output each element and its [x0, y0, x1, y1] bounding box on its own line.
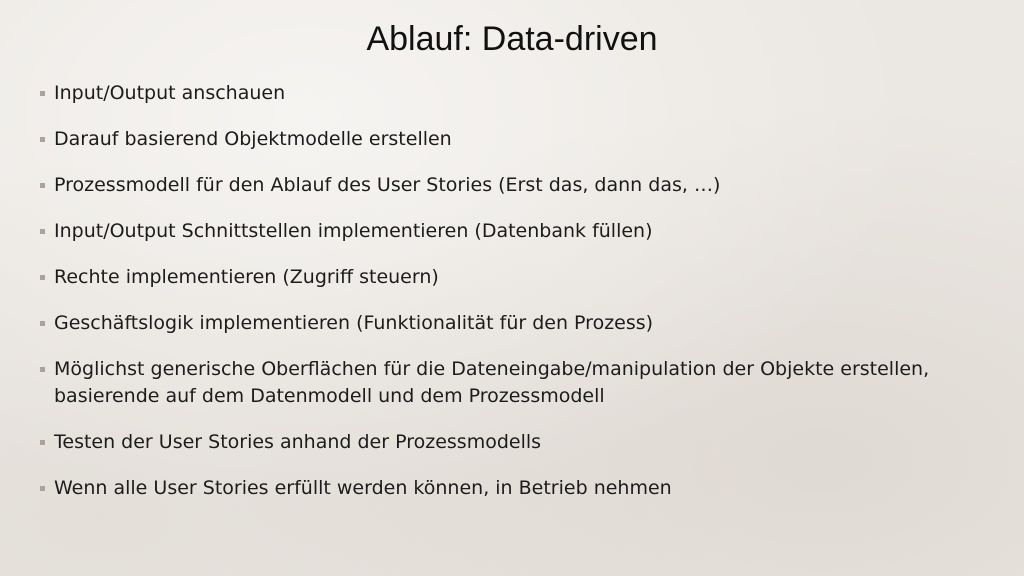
square-bullet-icon [40, 321, 45, 326]
square-bullet-icon [40, 440, 45, 445]
bullet-text: Prozessmodell für den Ablauf des User Stories (Erst das, dann das, …) [54, 174, 721, 196]
bullet-item [40, 172, 980, 199]
square-bullet-icon [40, 137, 45, 142]
bullet-item [40, 218, 980, 245]
bullet-item [40, 475, 980, 502]
bullet-text: Darauf basierend Objektmodelle erstellen [54, 128, 452, 150]
bullet-item [40, 80, 980, 107]
bullet-text: Wenn alle User Stories erfüllt werden können, in Betrieb nehmen [54, 477, 672, 499]
bullet-item [40, 310, 980, 337]
bullet-item [40, 429, 980, 456]
square-bullet-icon [40, 367, 45, 372]
slide-title: Ablauf: Data-driven [366, 20, 658, 58]
bullet-text: Testen der User Stories anhand der Prozessmodells [54, 431, 542, 453]
bullet-item [40, 126, 980, 153]
square-bullet-icon [40, 183, 45, 188]
bullet-text: Input/Output Schnittstellen implementieren (Datenbank füllen) [54, 220, 653, 242]
bullet-text: Input/Output anschauen [54, 82, 286, 104]
square-bullet-icon [40, 91, 45, 96]
bullet-text: Möglichst generische Oberflächen für die Dateneingabe/manipulation der Objekte erstellen, basierende auf dem Datenmodell und dem Prozessmodell [54, 358, 930, 407]
bullet-item [40, 356, 980, 410]
bullet-list [40, 80, 980, 521]
bullet-text: Geschäftslogik implementieren (Funktionalität für den Prozess) [54, 312, 654, 334]
square-bullet-icon [40, 229, 45, 234]
bullet-item [40, 264, 980, 291]
square-bullet-icon [40, 275, 45, 280]
square-bullet-icon [40, 486, 45, 491]
bullet-text: Rechte implementieren (Zugriff steuern) [54, 266, 439, 288]
